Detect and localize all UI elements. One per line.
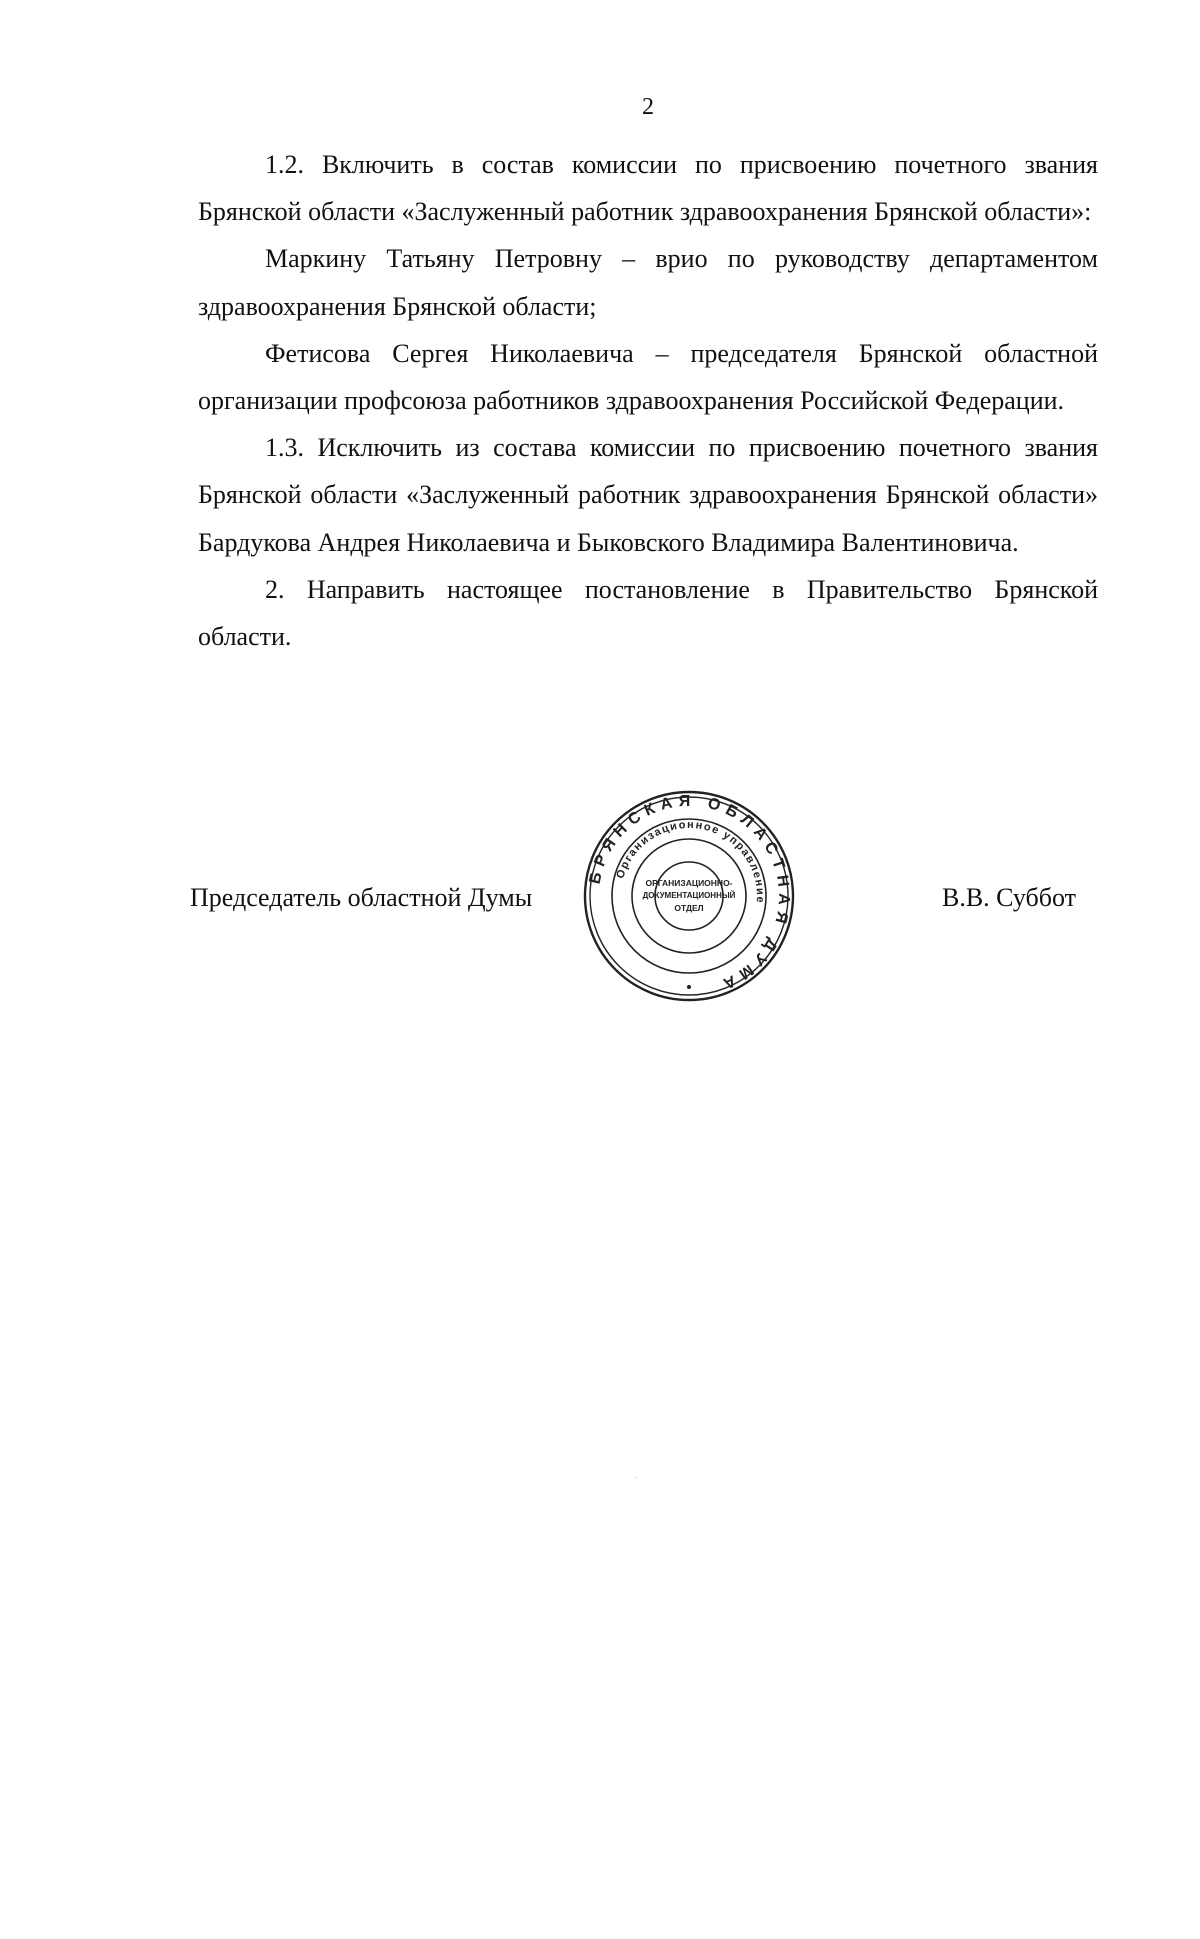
document-body [198, 141, 1098, 660]
page-number: 2 [642, 94, 654, 120]
seal-middle-text: Организационное управление [614, 818, 767, 905]
official-seal [583, 790, 795, 1002]
paragraph-1-3: 1.3. Исключить из состава комиссии по присвоению почетного звания Брянской области «Заслуженный работник здравоохранения Брянской области» Бардукова Андрея Николаевича и Быковского Владимира Валентиновича. [198, 433, 1098, 557]
signatory-position: Председатель областной Думы [190, 883, 533, 912]
paragraph-markina: Маркину Татьяну Петровну – врио по руководству департаментом здравоохранения Брянской области; [198, 244, 1098, 321]
scan-speck [636, 1477, 637, 1478]
signature-block [0, 790, 1200, 1020]
signatory-name: В.В. Суббот [942, 883, 1077, 912]
seal-outer-text: БРЯНСКАЯ ОБЛАСТНАЯ ДУМА [586, 792, 793, 994]
seal-graphic [583, 790, 795, 1002]
paragraph-2: 2. Направить настоящее постановление в Правительство Брянской области. [198, 574, 1098, 652]
paragraph-fetisov: Фетисова Сергея Николаевича – председателя Брянской областной организации профсоюза работников здравоохранения Российской Федерации. [198, 338, 1098, 416]
seal-dot-bottom [687, 985, 691, 989]
seal-center-line-1: ОРГАНИЗАЦИОННО- [645, 878, 733, 888]
seal-center-line-2: ДОКУМЕНТАЦИОННЫЙ [642, 891, 736, 900]
paragraph-1-2: 1.2. Включить в состав комиссии по присвоению почетного звания Брянской области «Заслуженный работник здравоохранения Брянской области»: [198, 150, 1098, 227]
seal-center-line-3: ОТДЕЛ [674, 903, 704, 913]
